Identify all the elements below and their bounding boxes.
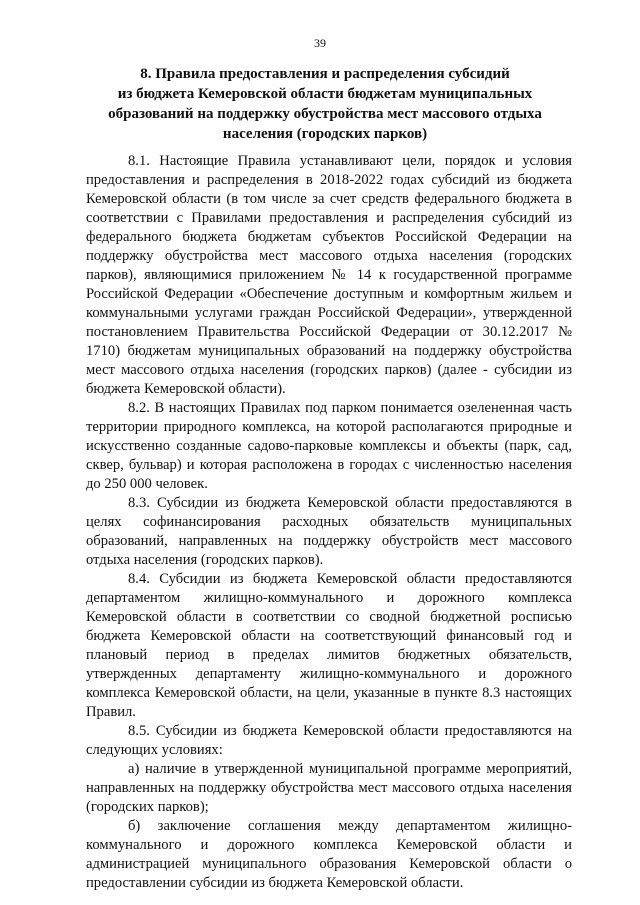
- paragraph-8-5: 8.5. Субсидии из бюджета Кемеровской области предоставляются на следующих условиях:: [86, 723, 572, 758]
- section-heading: [90, 64, 560, 144]
- heading-line: из бюджета Кемеровской области бюджетам муниципальных: [117, 86, 533, 102]
- condition-b: б) заключение соглашения между департаментом жилищно-коммунального и дорожного комплекса Кемеровской области и администрацией муниципального образования Кемеровской области о предоставлении субсидии из бюджета Кемеровской области.: [86, 818, 572, 891]
- page-number: 39: [314, 36, 326, 50]
- paragraph-8-3: 8.3. Субсидии из бюджета Кемеровской области предоставляются в целях софинансирования расходных обязательств муниципальных образований, направленных на поддержку обустройств мест массового отдыха населения (городских парков).: [86, 495, 572, 568]
- paragraph-8-4: 8.4. Субсидии из бюджета Кемеровской области предоставляются департаментом жилищно-коммунального и дорожного комплекса Кемеровской области в соответствии со сводной бюджетной росписью бюджета Кемеровской области на соответствующий финансовый год и плановый период в пределах лимитов бюджетных обязательств, утвержденных департаменту жилищно-коммунального и дорожного комплекса Кемеровской области, на цели, указанные в пункте 8.3 настоящих Правил.: [86, 571, 572, 720]
- condition-a: а) наличие в утвержденной муниципальной программе мероприятий, направленных на поддержку обустройства мест массового отдыха населения (городских парков);: [86, 761, 572, 815]
- paragraph-8-1: 8.1. Настоящие Правила устанавливают цели, порядок и условия предоставления и распределения в 2018-2022 годах субсидий из бюджета Кемеровской области (в том числе за счет средств федерального бюджета в соответствии с Правилами предоставления и распределения субсидий из федерального бюджета бюджетам субъектов Российской Федерации на поддержку обустройства мест массового отдыха населения (городских парков), являющимися приложением № 14 к государственной программе Российской Федерации «Обеспечение доступным и комфортным жильем и коммунальными услугами граждан Российской Федерации», утвержденной постановлением Правительства Российской Федерации от 30.12.2017 № 1710) бюджетам муниципальных образований на поддержку обустройства мест массового отдыха населения (городских парков) (далее - субсидии из бюджета Кемеровской области).: [86, 153, 572, 397]
- document-body: [86, 152, 572, 893]
- heading-line: 8. Правила предоставления и распределения субсидий: [140, 66, 510, 82]
- heading-line: населения (городских парков): [222, 126, 428, 142]
- paragraph-8-2: 8.2. В настоящих Правилах под парком понимается озелененная часть территории природного комплекса, на которой располагаются природные и искусственно созданные садово-парковые комплексы и объекты (парк, сад, сквер, бульвар) и которая расположена в городах с численностью населения до 250 000 человек.: [86, 400, 572, 492]
- heading-line: образований на поддержку обустройства мест массового отдыха: [108, 106, 542, 122]
